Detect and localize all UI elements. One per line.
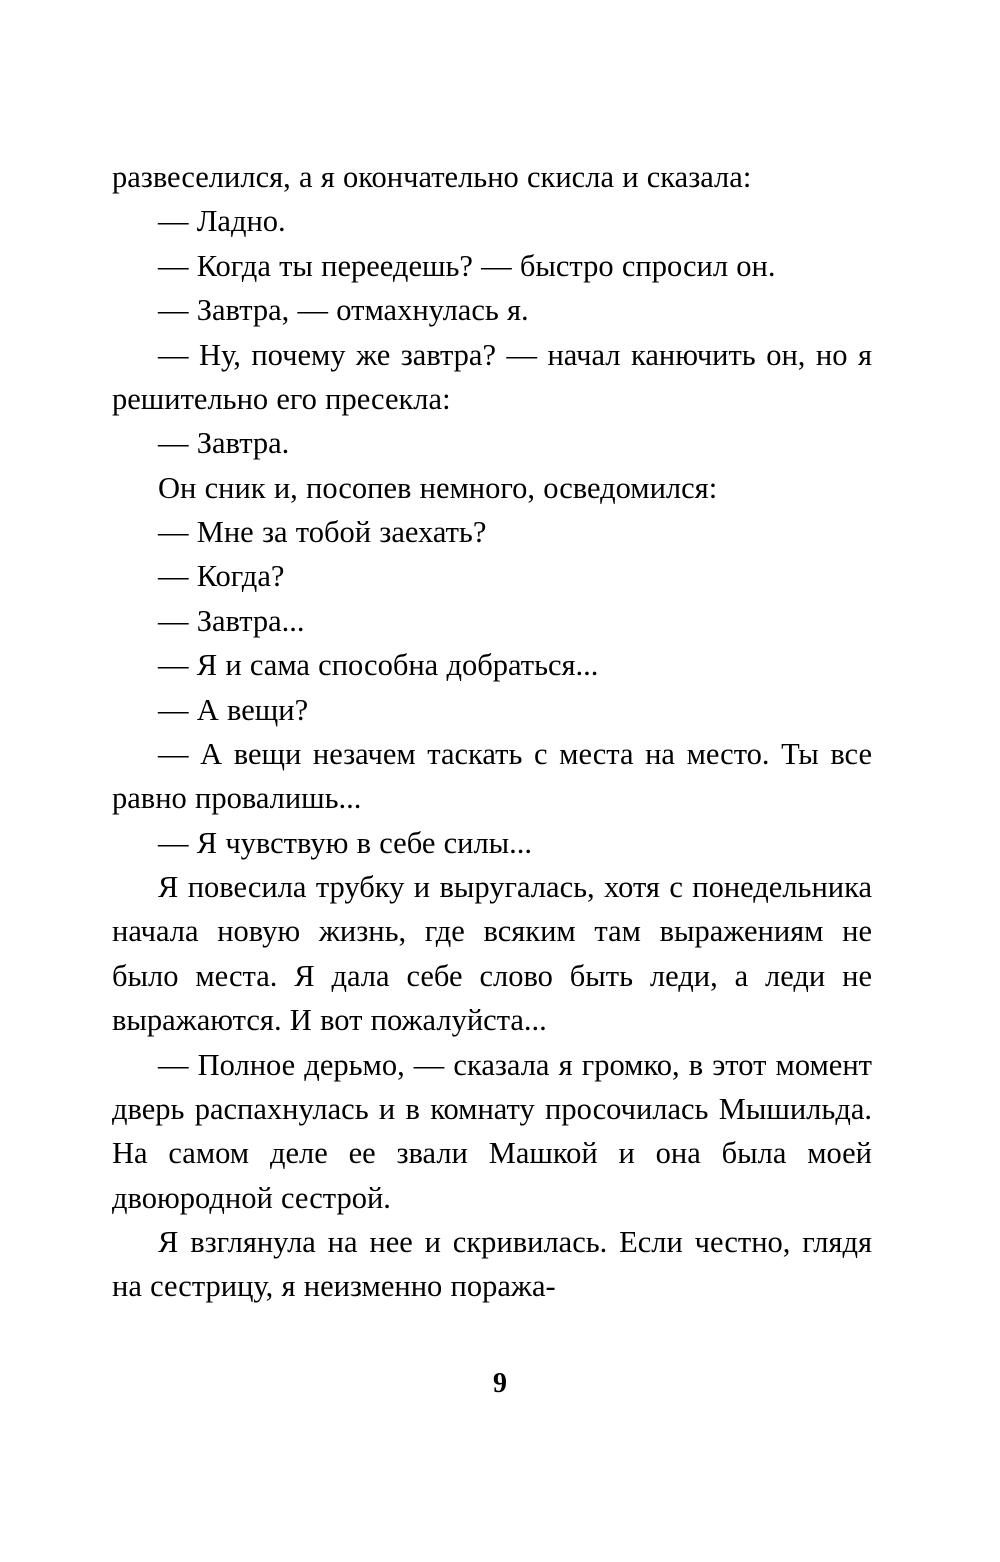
paragraph: — Когда? — [158, 559, 285, 594]
paragraph: — Завтра, — отмахнулась я. — [158, 293, 529, 328]
paragraph: развеселился, а я окончательно скисла и сказала: — [112, 160, 752, 194]
paragraph: — А вещи? — [158, 692, 309, 727]
page-text-body — [112, 155, 872, 1309]
paragraph: — Я и сама способна добраться... — [158, 648, 599, 683]
page-number: 9 — [493, 1368, 507, 1399]
paragraph: Я повесила трубку и выругалась, хотя с понедельника начала новую жизнь, где всяким там выражениям не было места. Я дала себе слово быть леди, а леди не выражаются. И вот пожалуйста... — [112, 870, 872, 1038]
paragraph: — Ладно. — [158, 204, 286, 239]
paragraph: — Полное дерьмо, — сказала я громко, в этот момент дверь распахнулась и в комнату просочилась Мышильда. На самом деле ее звали Машкой и она была моей двоюродной сестрой. — [112, 1047, 872, 1215]
paragraph: — Завтра. — [158, 426, 290, 461]
paragraph: — А вещи незачем таскать с места на место. Ты все равно провалишь... — [112, 736, 872, 816]
paragraph: — Когда ты переедешь? — быстро спросил он. — [158, 248, 776, 283]
paragraph: Он сник и, посопев немного, осведомился: — [158, 470, 718, 505]
paragraph: Я взглянула на нее и скривилась. Если честно, глядя на сестрицу, я неизменно поража- — [112, 1225, 872, 1304]
paragraph: — Мне за тобой заехать? — [158, 515, 487, 549]
paragraph: — Ну, почему же завтра? — начал канючить он, но я решительно его пресекла: — [112, 337, 872, 416]
paragraph: — Завтра... — [158, 603, 305, 638]
paragraph: — Я чувствую в себе силы... — [158, 825, 533, 860]
